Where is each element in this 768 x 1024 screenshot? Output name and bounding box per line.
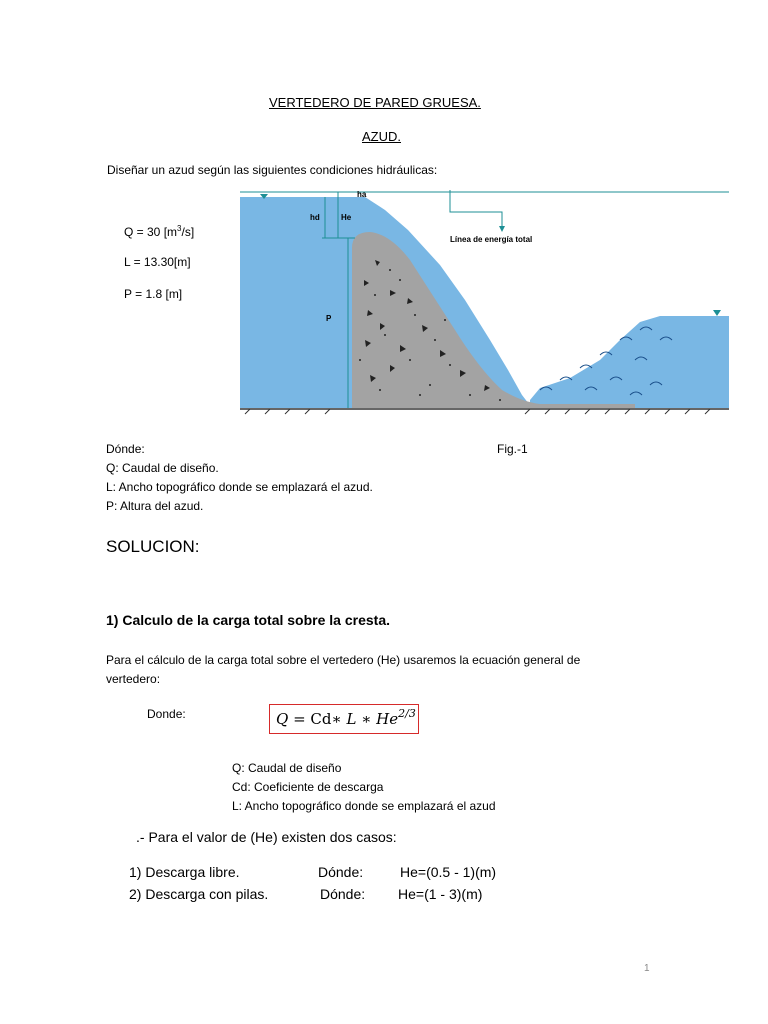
intro-text: Diseñar un azud según las siguientes condiciones hidráulicas: (107, 163, 438, 177)
section1-heading: 1) Calculo de la carga total sobre la cresta. (106, 612, 390, 628)
weir-figure (240, 190, 729, 415)
case-label: 1) Descarga libre. (129, 864, 240, 880)
label-hd: hd (310, 213, 320, 222)
param-q (124, 224, 194, 239)
equation-lhs: Q = (276, 710, 311, 728)
label-ha: ha (357, 190, 367, 199)
equation-cd: Cd (310, 710, 332, 728)
case-label: 2) Descarga con pilas. (129, 886, 269, 902)
equation-item: Cd: Coeficiente de descarga (232, 780, 384, 794)
case-value: He=(0.5 - 1)(m) (400, 864, 497, 880)
case-donde: Dónde: (320, 886, 366, 902)
label-he: He (341, 213, 352, 222)
figure-caption: Fig.-1 (497, 442, 528, 456)
label-energy-line: Línea de energía total (450, 235, 533, 244)
section1-paragraph-line2: vertedero: (106, 672, 161, 686)
param-q-suffix: /s] (181, 225, 195, 239)
equation-donde: Donde: (147, 707, 186, 721)
equation (276, 707, 416, 728)
definition-item: Q: Caudal de diseño. (106, 461, 219, 475)
equation-mid: ∗ L ∗ He (331, 710, 399, 728)
param-q-sup: 3 (177, 224, 182, 233)
param-l: L = 13.30[m] (124, 255, 191, 269)
document-title: VERTEDERO DE PARED GRUESA. (269, 95, 481, 110)
document-subtitle: AZUD. (362, 129, 401, 144)
cases-intro: .- Para el valor de (He) existen dos casos: (136, 829, 397, 845)
case-donde: Dónde: (318, 864, 364, 880)
param-p: P = 1.8 [m] (124, 287, 183, 301)
label-p: P (326, 314, 332, 323)
equation-item: Q: Caudal de diseño (232, 761, 342, 775)
page-number: 1 (644, 963, 650, 974)
energy-line-arrow (499, 226, 505, 232)
downstream-water (530, 316, 729, 408)
energy-line-callout (450, 190, 502, 228)
definition-item: L: Ancho topográfico donde se emplazará el azud. (106, 480, 373, 494)
equation-exponent: 2/3 (398, 707, 416, 720)
definition-item: P: Altura del azud. (106, 499, 204, 513)
section1-paragraph-line1: Para el cálculo de la carga total sobre el vertedero (He) usaremos la ecuación general de (106, 653, 581, 667)
solution-heading: SOLUCION: (106, 537, 200, 556)
definitions-heading: Dónde: (106, 442, 145, 456)
case-value: He=(1 - 3)(m) (398, 886, 483, 902)
param-q-prefix: Q = 30 [m (124, 225, 178, 239)
equation-item: L: Ancho topográfico donde se emplazará el azud (232, 799, 496, 813)
downstream-level-marker (713, 310, 721, 316)
